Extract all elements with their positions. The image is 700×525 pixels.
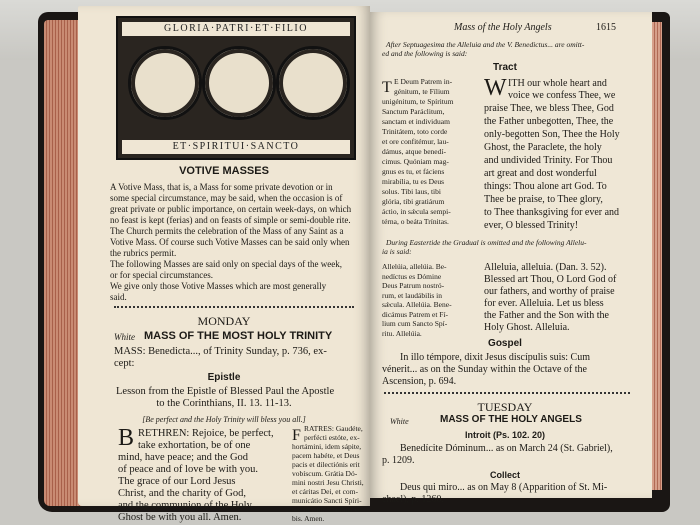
running-header: Mass of the Holy Angels — [454, 22, 552, 33]
tract-english-line: art great and dost wonderful — [484, 168, 597, 179]
epistle-title: Lesson from the Epistle of Blessed Paul the Apostle — [116, 386, 335, 397]
tract-latin-line: áctio, in sǽcula sempi- — [382, 207, 451, 216]
tract-english-line: and undivided Trinity. For Thou — [484, 155, 613, 166]
latin-text-line: hortámini, idem sápite, — [292, 442, 362, 451]
epistle-heading: Epistle — [207, 372, 241, 383]
dotted-divider — [384, 392, 630, 394]
mass-color: White — [390, 417, 409, 426]
gospel-line: Ascension, p. 694. — [382, 376, 457, 387]
intro-line: The following Masses are said only on special days of the week, — [110, 259, 342, 269]
english-text-line: RETHREN: Rejoice, be perfect, — [138, 428, 274, 439]
alleluia-latin-line: sǽcula. Allelúia. Bene- — [382, 300, 452, 309]
english-text-line: The grace of our Lord Jesus — [118, 476, 236, 487]
dropcap-t: T — [382, 79, 392, 96]
tract-english-line: the Father unbegotten, Thee, the — [484, 116, 614, 127]
intro-line: no feast is kept (ferias) and on feasts of simple or semi-double rite. — [110, 215, 351, 225]
mass-reference: cept: — [114, 358, 135, 369]
tract-latin-line: E Deum Patrem in- — [394, 77, 453, 86]
intro-line: the rubrics permit. — [110, 248, 177, 258]
latin-text-line: RATRES: Gaudéte, — [304, 424, 363, 433]
latin-text-line: tus sit cum ómnibus vo- — [292, 505, 365, 514]
medallion-right — [276, 46, 350, 120]
collect-heading: Collect — [489, 470, 520, 480]
introit-heading: Introit (Ps. 102. 20) — [464, 430, 546, 440]
right-page — [370, 12, 652, 505]
tract-english-line: things: Thou alone art God. To — [484, 181, 607, 192]
page-number: 1615 — [596, 22, 616, 33]
rubric-note: ia is said: — [382, 247, 412, 256]
english-text-line: mind, have peace; and the God — [118, 452, 249, 463]
day-heading-monday: MONDAY — [197, 314, 251, 328]
introit-line: p. 1209. — [382, 455, 415, 466]
rubric-note: During Eastertide the Gradual is omitted and the following Allelu- — [386, 238, 587, 247]
gospel-heading: Gospel — [488, 338, 522, 349]
tract-latin-line: térna, o beáta Trínitas. — [382, 217, 449, 226]
tract-latin-line: Trinitátem, toto corde — [382, 127, 448, 136]
engraving-image — [116, 16, 356, 160]
latin-text-line: mini nostri Jesu Christi, — [292, 478, 364, 487]
english-text-line: take exhortation, be of one — [138, 440, 251, 451]
intro-line: Votive Mass. Of course such Votive Masses can be said only when — [110, 237, 350, 247]
english-text-line: of peace and of love be with you. — [118, 464, 258, 475]
tract-latin-line: dámus, atque benedí- — [382, 147, 446, 156]
left-page — [78, 6, 370, 523]
alleluia-latin-line: nedíctus es Dómine — [382, 271, 442, 281]
gospel-line: In illo témpore, dixit Jesus discípulis suis: Cum — [400, 352, 590, 363]
mass-title: MASS OF THE MOST HOLY TRINITY — [144, 330, 333, 342]
alleluia-latin-line: rum, et laudábilis in — [382, 290, 442, 300]
collect-line: chael), p. 1260. — [382, 494, 444, 505]
english-text-line: Ghost be with you all. Amen. — [118, 512, 242, 523]
introit-line: Benedícite Dóminum... as on March 24 (St. Gabriel), — [400, 443, 613, 454]
intro-line: some special circumstance, may be said, when the occasion is of — [110, 193, 343, 203]
alleluia-latin-line: lium cum Sancto Spí- — [382, 319, 448, 328]
collect-line: Deus qui miro... as on May 8 (Apparition of St. Mi- — [400, 482, 608, 493]
engraving-top-banner: GLORIA·PATRI·ET·FILIO — [122, 22, 350, 36]
tract-english-line: ITH our whole heart and — [508, 78, 607, 89]
latin-text-line: pacem habéte, et Deus — [292, 451, 360, 460]
alleluia-latin-line: Deus Patrum nostró- — [382, 281, 445, 290]
intro-line: said. — [110, 292, 127, 302]
epistle-title: to the Corinthians, II. 13. 11-13. — [156, 398, 292, 409]
rubric-note: ed and the following is said: — [382, 49, 468, 58]
latin-text-line: et cáritas Dei, et com- — [292, 487, 359, 496]
tract-english-line: Thee be praise, to Thee glory, — [484, 194, 603, 205]
tract-latin-line: glória, tibi gratiárum — [382, 197, 445, 206]
dropcap-f: F — [292, 427, 301, 444]
tract-latin-line: cimus. Quóniam mag- — [382, 157, 449, 166]
english-text-line: and the communion of the Holy — [118, 500, 252, 511]
tract-latin-line: gnus es tu, et fáciens — [382, 167, 445, 176]
gospel-line: vénerit... as on the Sunday within the Octave of the — [382, 364, 587, 375]
latin-text-line: pacis et dilectiónis erit — [292, 460, 360, 469]
alleluia-english-line: Blessed art Thou, O Lord God of — [484, 274, 617, 285]
intro-line: The Church permits the celebration of the Mass of any Saint as a — [110, 226, 344, 236]
latin-text-line: municátio Sancti Spíri- — [292, 496, 362, 505]
tract-english-line: Ghost, the Paraclete, the holy — [484, 142, 602, 153]
tract-english-line: to Thee thanksgiving for ever and — [484, 207, 620, 218]
day-heading-tuesday: TUESDAY — [477, 400, 533, 414]
tract-english-line: ever, O blessed Trinity! — [484, 220, 579, 231]
dropcap-b: B — [118, 425, 135, 451]
mass-title: MASS OF THE HOLY ANGELS — [440, 414, 582, 425]
alleluia-latin-line: Allelúia, allelúia. Be- — [382, 262, 447, 271]
english-text-line: Christ, and the charity of God, — [118, 488, 247, 499]
tract-latin-line: unigénitum, te Spíritum — [382, 97, 454, 106]
latin-text-line: perfécti estóte, ex- — [304, 433, 360, 442]
tract-latin-line: mirabília, tu es Deus — [382, 177, 445, 186]
tract-latin-line: solus. Tibi laus, tibi — [382, 187, 441, 196]
mass-reference: MASS: Benedicta..., of Trinity Sunday, p. 736, ex- — [114, 346, 327, 357]
intro-line: great private or public importance, on certain week-days, on which — [110, 204, 352, 214]
intro-line: A Votive Mass, that is, a Mass for some private devotion or in — [110, 182, 333, 192]
dotted-divider — [114, 306, 354, 308]
tract-english-line: only-begotten Son, Thee the Holy — [484, 129, 620, 140]
alleluia-latin-line: dicámus Patrem et Fí- — [382, 309, 449, 319]
tract-english-line: voice we confess Thee, we — [508, 90, 616, 101]
tract-latin-line: Sanctum Paráclitum, — [382, 107, 445, 116]
alleluia-english-line: the Father and the Son with the — [484, 310, 609, 321]
latin-text-line: bis. Amen. — [292, 514, 325, 523]
alleluia-english-line: Holy Ghost. Alleluia. — [484, 322, 570, 333]
page-edges-right — [652, 22, 662, 490]
intro-line: or for special circumstances. — [110, 270, 213, 280]
rubric: [Be perfect and the Holy Trinity will bless you all.] — [142, 415, 306, 424]
tract-english-line: praise Thee, we bless Thee, God — [484, 103, 614, 114]
alleluia-english-line: for ever. Alleluia. Let us bless — [484, 298, 604, 309]
dropcap-w: W — [484, 75, 507, 101]
tract-latin-line: et ore confitémur, lau- — [382, 137, 449, 146]
tract-latin-line: génitum, te Fílium — [394, 87, 450, 96]
votive-masses-heading: VOTIVE MASSES — [179, 165, 269, 177]
intro-line: We give only those Votive Masses which are most generally — [110, 281, 327, 291]
alleluia-english-line: our fathers, and worthy of praise — [484, 286, 615, 297]
rubric-note: After Septuagesima the Alleluia and the V. Benedictus... are omitt- — [386, 40, 585, 49]
alleluia-english-line: Alleluia, alleluia. (Dan. 3. 52). — [484, 262, 607, 273]
engraving-bottom-banner: ET·SPIRITUI·SANCTO — [122, 140, 350, 154]
latin-text-line: vobíscum. Grátia Dó- — [292, 469, 358, 478]
tract-heading: Tract — [493, 62, 517, 73]
medallion-center — [202, 46, 276, 120]
tract-latin-line: sanctam et individuam — [382, 117, 450, 126]
alleluia-latin-line: ritu. Allelúia. — [382, 328, 422, 338]
mass-color: White — [114, 332, 135, 342]
medallion-left — [128, 46, 202, 120]
